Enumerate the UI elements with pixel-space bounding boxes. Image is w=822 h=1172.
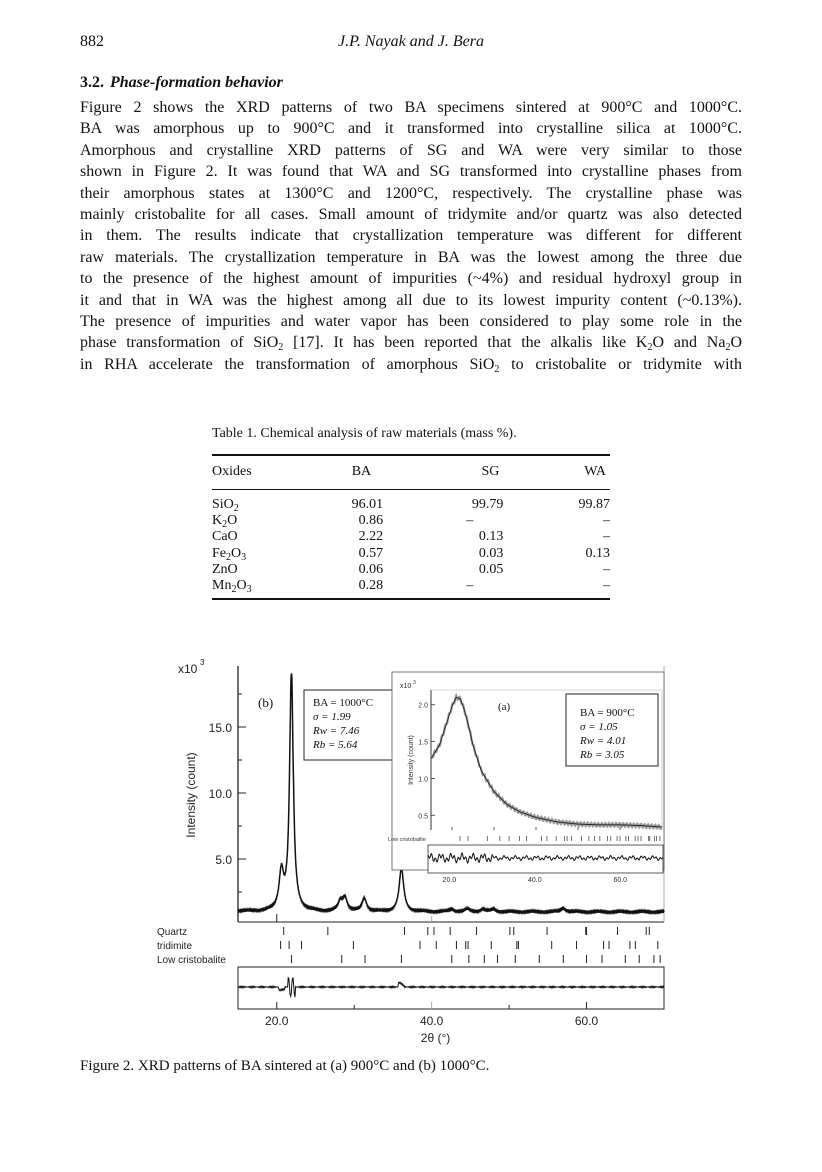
svg-text:Intensity (count): Intensity (count) — [408, 735, 415, 785]
column-header-oxides: Oxides — [212, 464, 252, 479]
subscript: 2 — [725, 342, 731, 354]
cell-ba: 96.01 — [351, 497, 384, 512]
cell-ba: 0.28 — [358, 578, 384, 594]
svg-text:0.5: 0.5 — [418, 813, 428, 821]
running-head-authors: J.P. Nayak and J. Bera — [338, 33, 484, 50]
cell-sg: 0.03 — [478, 545, 504, 561]
subscript: 2 — [494, 363, 500, 375]
cell-wa: – — [603, 529, 610, 545]
text-span: O — [236, 578, 247, 594]
paragraph-line: BA was amorphous up to 900°C and it transformed into crystalline silica at 1000°C. — [80, 120, 742, 138]
cell-wa: – — [603, 578, 610, 594]
subscript: 3 — [241, 551, 247, 563]
paragraph-line: in them. The results indicate that crystallization temperature was different for different — [80, 227, 742, 245]
svg-text:Rb = 5.64: Rb = 5.64 — [313, 739, 358, 751]
svg-text:1.5: 1.5 — [418, 739, 428, 747]
running-head — [80, 33, 742, 55]
text-span: K — [212, 513, 223, 529]
text-span: O — [227, 513, 238, 529]
svg-text:BA = 1000°C: BA = 1000°C — [313, 697, 374, 709]
section-heading — [80, 74, 283, 92]
section-title: Phase-formation behavior — [110, 74, 283, 91]
svg-text:2.0: 2.0 — [418, 702, 428, 710]
cell-sg: 0.13 — [478, 529, 504, 545]
text-span: in RHA accelerate the transformation of amorphous SiO — [80, 355, 495, 373]
svg-text:Intensity (count): Intensity (count) — [184, 752, 198, 838]
svg-text:Rw = 4.01: Rw = 4.01 — [580, 735, 627, 747]
cell-ba: 0.57 — [358, 545, 384, 561]
svg-text:σ = 1.99: σ = 1.99 — [313, 711, 351, 723]
section-number: 3.2. — [80, 74, 104, 91]
table-row — [212, 562, 610, 578]
svg-text:(b): (b) — [258, 695, 274, 710]
svg-text:60.0: 60.0 — [613, 877, 628, 884]
subscript: 2 — [231, 584, 237, 596]
cell-oxide: ZnO — [212, 561, 238, 577]
svg-text:Rw = 7.46: Rw = 7.46 — [313, 725, 360, 737]
svg-text:x10: x10 — [400, 683, 412, 690]
cell-ba: 0.86 — [358, 513, 384, 529]
cell-ba: 2.22 — [358, 529, 384, 545]
svg-text:20.0: 20.0 — [265, 1014, 289, 1028]
xrd-figure — [150, 650, 680, 1050]
chemical-analysis-table — [212, 454, 610, 600]
cell-oxide — [212, 513, 299, 529]
paragraph-line — [80, 332, 742, 353]
text-span: O — [730, 334, 742, 352]
column-header-ba: BA — [351, 464, 372, 479]
text-span: Mn — [212, 578, 232, 594]
table-row — [212, 529, 610, 545]
paragraph-line: Amorphous and crystalline XRD patterns of SG and WA were very similar to those — [80, 141, 742, 159]
column-header-sg: SG — [481, 464, 500, 479]
cell-sg: – — [466, 578, 474, 594]
page-number: 882 — [80, 33, 104, 50]
subscript: 2 — [226, 551, 231, 563]
svg-text:2θ (°): 2θ (°) — [420, 1031, 451, 1045]
svg-text:x10: x10 — [178, 662, 198, 676]
svg-text:(a): (a) — [498, 701, 511, 713]
svg-text:40.0: 40.0 — [419, 1014, 444, 1028]
paragraph-line: to the presence of the highest amount of impurities (~4%) and residual hydroxyl group in — [80, 270, 742, 288]
text-span: O and Na — [652, 334, 726, 352]
svg-text:60.0: 60.0 — [574, 1014, 599, 1028]
svg-text:3: 3 — [200, 658, 205, 667]
cell-oxide: CaO — [212, 529, 238, 545]
subscript: 2 — [222, 519, 228, 531]
svg-text:tridimite: tridimite — [157, 941, 193, 952]
cell-ba: 0.06 — [358, 561, 384, 577]
subscript: 2 — [233, 503, 239, 514]
cell-sg: 99.79 — [471, 497, 504, 512]
cell-oxide — [212, 490, 299, 514]
cell-oxide — [212, 578, 299, 599]
body-paragraph — [80, 97, 742, 375]
svg-text:Rb = 3.05: Rb = 3.05 — [580, 749, 625, 761]
svg-text:σ = 1.05: σ = 1.05 — [580, 721, 618, 733]
paragraph-line: mainly cristobalite for all cases. Small amount of tridymite and/or quartz was also detected — [80, 206, 742, 224]
text-span: Fe — [212, 545, 226, 561]
svg-text:40.0: 40.0 — [528, 877, 542, 884]
cell-wa: – — [603, 513, 610, 529]
figure-caption: Figure 2. XRD patterns of BA sintered at (a) 900°C and (b) 1000°C. — [80, 1058, 490, 1074]
svg-text:BA = 900°C: BA = 900°C — [580, 707, 635, 719]
paragraph-line: shown in Figure 2. It was found that WA and SG transformed into crystalline phases from — [80, 163, 742, 181]
cell-wa: – — [603, 561, 610, 577]
svg-text:3: 3 — [413, 680, 416, 686]
table-header-row — [212, 455, 610, 490]
text-span: [17]. It has been reported that the alkalis like K — [283, 334, 648, 352]
svg-text:Quartz: Quartz — [157, 927, 188, 938]
paragraph-line: Figure 2 shows the XRD patterns of two BA specimens sintered at 900°C and 1000°C. — [80, 99, 742, 116]
paragraph-line: raw materials. The crystallization temperature in BA was the lowest among the three due — [80, 248, 742, 266]
cell-wa: 0.13 — [585, 545, 610, 561]
table-row — [212, 490, 610, 514]
text-span: to cristobalite or tridymite with — [499, 355, 743, 373]
cell-wa: 99.87 — [578, 497, 610, 512]
paragraph-line: The presence of impurities and water vapor has been considered to play some role in the — [80, 313, 742, 331]
cell-oxide — [212, 546, 299, 562]
svg-text:10.0: 10.0 — [208, 787, 232, 801]
svg-text:15.0: 15.0 — [208, 721, 232, 735]
table-caption: Table 1. Chemical analysis of raw materials (mass %). — [212, 426, 517, 441]
subscript: 2 — [278, 342, 284, 354]
table-row — [212, 513, 610, 529]
column-header-wa: WA — [584, 464, 606, 479]
cell-sg: – — [466, 513, 474, 529]
paragraph-line: it and that in WA was the highest among all due to its lowest impurity content (~0.13%). — [80, 291, 742, 309]
svg-text:5.0: 5.0 — [215, 853, 232, 867]
svg-text:Low cristobalite: Low cristobalite — [157, 955, 226, 966]
subscript: 3 — [246, 584, 252, 596]
paragraph-line: their amorphous states at 1300°C and 1200°C, respectively. The crystalline phase was — [80, 184, 742, 202]
svg-text:20.0: 20.0 — [442, 877, 457, 884]
main-plot-b — [157, 658, 664, 1045]
text-span: SiO — [212, 497, 234, 512]
text-span: phase transformation of SiO — [80, 334, 279, 352]
cell-sg: 0.05 — [478, 561, 504, 577]
table-row — [212, 546, 610, 562]
text-span: O — [231, 545, 242, 561]
svg-text:1.0: 1.0 — [418, 776, 428, 784]
table-row — [212, 578, 610, 599]
svg-text:Low cristobalite: Low cristobalite — [388, 837, 426, 843]
subscript: 2 — [647, 342, 653, 354]
paragraph-line — [80, 354, 742, 375]
